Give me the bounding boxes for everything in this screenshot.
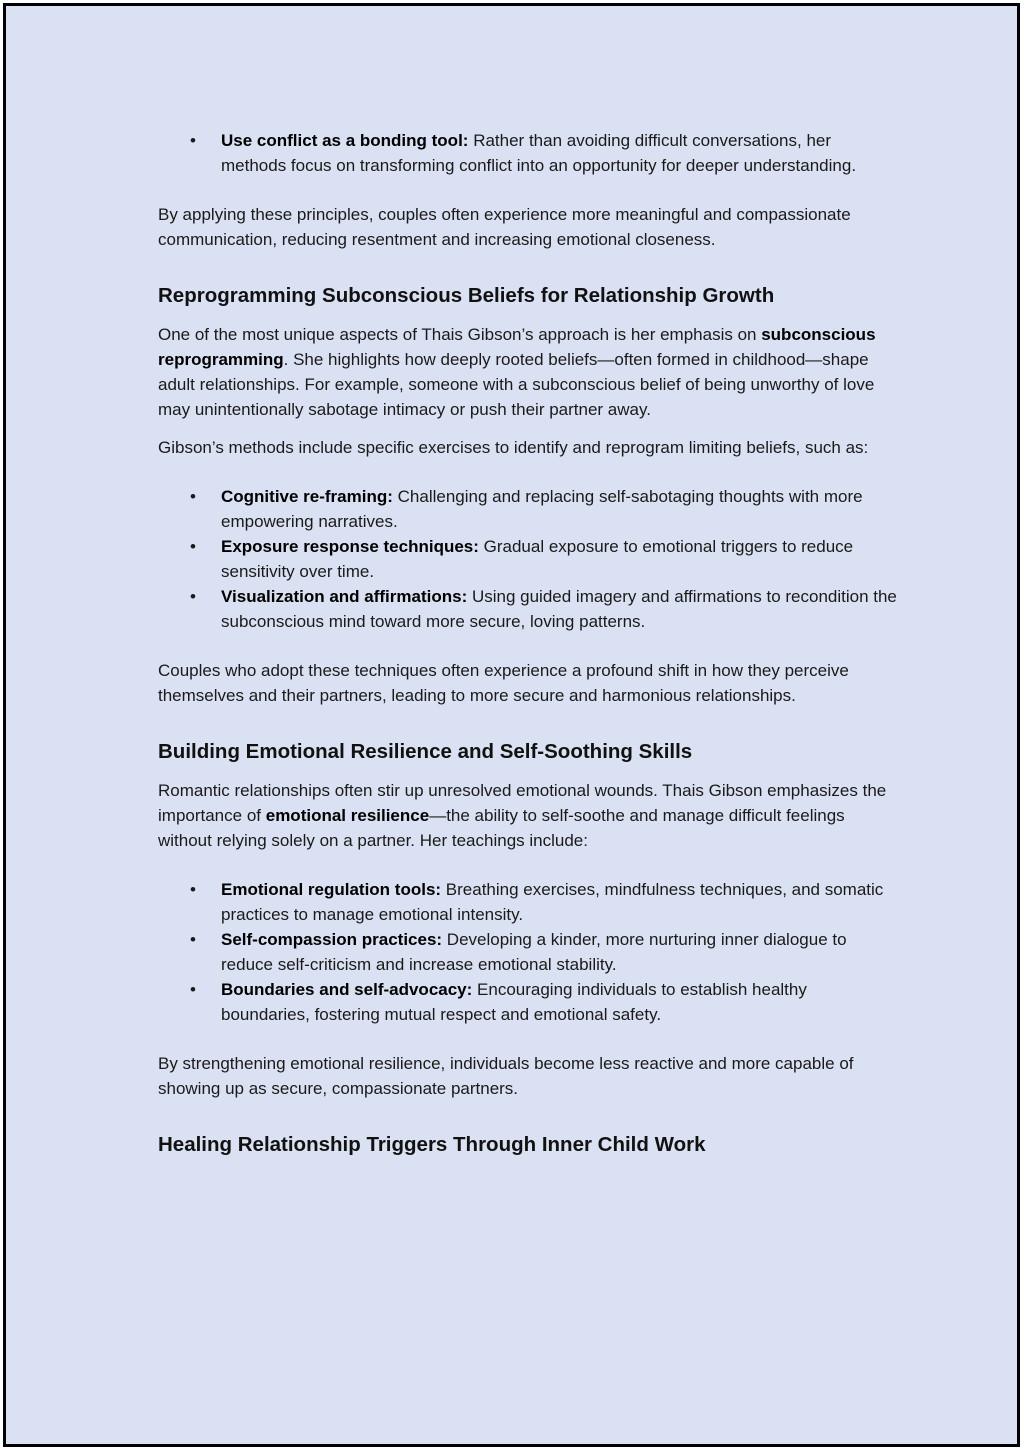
list-item-term: Boundaries and self-advocacy: [221,980,473,999]
section-paragraph [158,778,898,853]
list-item [158,977,898,1027]
list-item-text: Developing a kinder, more nurturing inner dialogue to reduce self-criticism and increase emotional stability. [221,930,847,974]
list-item [158,927,898,977]
list-item-term: Visualization and affirmations: [221,587,468,606]
list-item [158,128,898,178]
section-heading: Building Emotional Resilience and Self-Soothing Skills [158,740,693,763]
section-bullet-list [158,877,898,1027]
paragraph-text: One of the most unique aspects of Thais Gibson’s approach is her emphasis on [158,325,762,344]
list-item [158,584,898,634]
list-item-term: Emotional regulation tools: [221,880,442,899]
paragraph-text: . She highlights how deeply rooted beliefs—often formed in childhood—shape adult relationships. For example, someone with a subconscious belief of being unworthy of love may unintentionally sabotage intimacy or push their partner away. [158,350,875,419]
document-body [158,128,898,1159]
list-item-text: Breathing exercises, mindfulness techniques, and somatic practices to manage emotional intensity. [221,880,884,924]
list-item-term: Self-compassion practices: [221,930,443,949]
list-item-text: Rather than avoiding difficult conversations, her methods focus on transforming conflict into an opportunity for deeper understanding. [221,131,857,175]
list-item-text: Using guided imagery and affirmations to recondition the subconscious mind toward more secure, loving patterns. [221,587,897,631]
paragraph-emphasis: emotional resilience [265,806,430,825]
list-item-term: Use conflict as a bonding tool: [221,131,469,150]
intro-bullet-list [158,128,898,178]
paragraph-text: —the ability to self-soothe and manage difficult feelings without relying solely on a partner. Her teachings include: [158,806,845,850]
list-item-text: Encouraging individuals to establish healthy boundaries, fostering mutual respect and emotional safety. [221,980,807,1024]
section-heading: Reprogramming Subconscious Beliefs for Relationship Growth [158,284,775,307]
section-bullet-list [158,484,898,634]
list-item-term: Exposure response techniques: [221,537,479,556]
section-closing-paragraph: By strengthening emotional resilience, individuals become less reactive and more capable of showing up as secure, compassionate partners. [158,1054,854,1098]
list-item-text: Gradual exposure to emotional triggers to reduce sensitivity over time. [221,537,854,581]
list-item-term: Cognitive re-framing: [221,487,393,506]
section-paragraph: Gibson’s methods include specific exercises to identify and reprogram limiting beliefs, such as: [158,438,869,457]
document-page [3,3,1020,1447]
list-item [158,877,898,927]
intro-paragraph: By applying these principles, couples often experience more meaningful and compassionate communication, reducing resentment and increasing emotional closeness. [158,205,851,249]
list-item [158,534,898,584]
list-item [158,484,898,534]
paragraph-emphasis: subconscious reprogramming [158,325,876,369]
paragraph-text: Romantic relationships often stir up unresolved emotional wounds. Thais Gibson emphasizes the importance of [158,781,887,825]
list-item-text: Challenging and replacing self-sabotaging thoughts with more empowering narratives. [221,487,863,531]
section-paragraph [158,322,898,422]
section-heading: Healing Relationship Triggers Through Inner Child Work [158,1133,706,1156]
section-closing-paragraph: Couples who adopt these techniques often experience a profound shift in how they perceive themselves and their partners, leading to more secure and harmonious relationships. [158,661,849,705]
